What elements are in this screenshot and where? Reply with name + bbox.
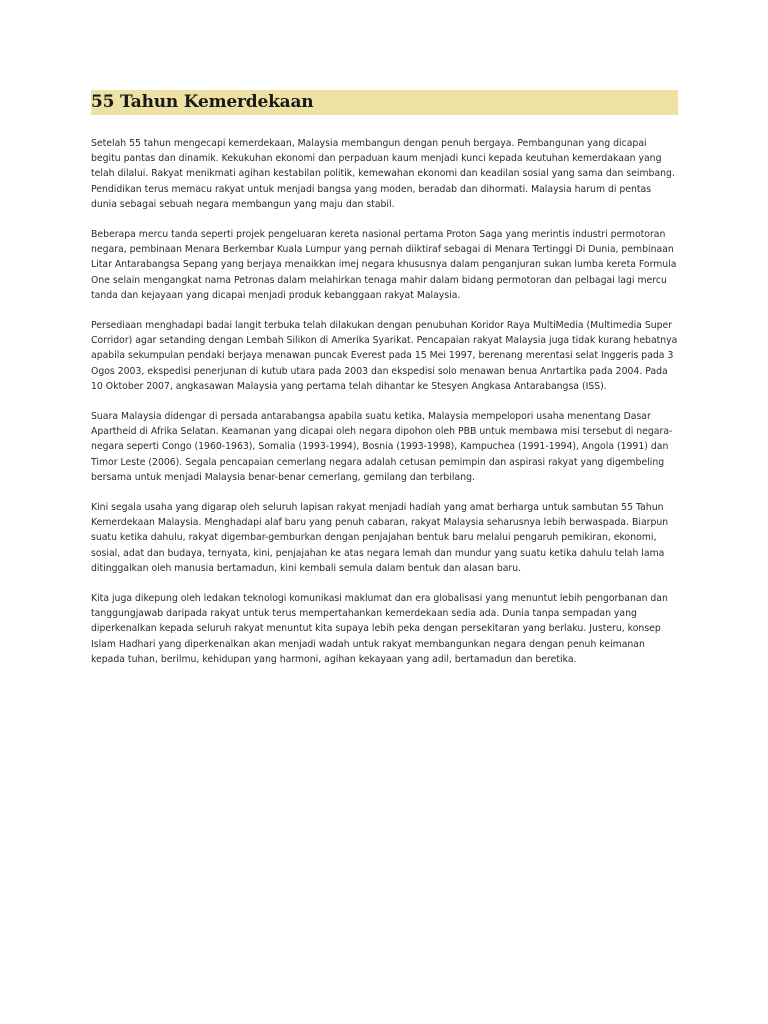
paragraph: Suara Malaysia didengar di persada antarabangsa apabila suatu ketika, Malaysia mempelopori usaha menentang Dasar Apartheid di Afrika Selatan. Keamanan yang dicapai oleh negara dipohon oleh PBB untuk membawa misi tersebut di negara-negara seperti Congo (1960-1963), Somalia (1993-1994), Bosnia (1993-1998), Kampuchea (1991-1994), Angola (1991) dan Timor Leste (2006). Segala pencapaian cemerlang negara adalah cetusan pemimpin dan aspirasi rakyat yang digembeling bersama untuk menjadi Malaysia benar-benar cemerlang, gemilang dan terbilang. [91,411,673,483]
paragraph: Persediaan menghadapi badai langit terbuka telah dilakukan dengan penubuhan Koridor Raya MultiMedia (Multimedia Super Corridor) agar setanding dengan Lembah Silikon di Amerika Syarikat. Pencapaian rakyat Malaysia juga tidak kurang hebatnya apabila sekumpulan pendaki berjaya menawan puncak Everest pada 15 Mei 1997, berenang merentasi selat Inggeris pada 3 Ogos 2003, ekspedisi penerjunan di kutub utara pada 2003 dan ekspedisi solo menawan benua Anrtartika pada 2004. Pada 10 Oktober 2007, angkasawan Malaysia yang pertama telah dihantar ke Stesyen Angkasa Antarabangsa (ISS). [91,320,678,392]
paragraph: Kita juga dikepung oleh ledakan teknologi komunikasi maklumat dan era globalisasi yang menuntut lebih pengorbanan dan tanggungjawab daripada rakyat untuk terus mempertahankan kemerdekaan sedia ada. Dunia tanpa sempadan yang diperkenalkan kepada seluruh rakyat menuntut kita supaya lebih peka dengan persekitaran yang berlaku. Justeru, konsep Islam Hadhari yang diperkenalkan akan menjadi wadah untuk rakyat membangunkan negara dengan penuh keimanan kepada tuhan, berilmu, kehidupan yang harmoni, agihan kekayaan yang adil, bertamadun dan beretika. [91,593,668,665]
paragraph: Setelah 55 tahun mengecapi kemerdekaan, Malaysia membangun dengan penuh bergaya. Pembangunan yang dicapai begitu pantas dan dinamik. Kekukuhan ekonomi dan perpaduan kaum menjadi kunci kepada keutuhan kemerdakaan yang telah dilalui. Rakyat menikmati agihan kestabilan politik, kemewahan ekonomi dan keadilan sosial yang sama dan seimbang. Pendidikan terus memacu rakyat untuk menjadi bangsa yang moden, beradab dan dihormati. Malaysia harum di pentas dunia sebagai sebuah negara membangun yang maju dan stabil. [91,138,675,210]
page-title: 55 Tahun Kemerdekaan [91,92,314,112]
document-page [91,90,678,682]
title-highlight-bar [91,90,678,115]
paragraph: Beberapa mercu tanda seperti projek pengeluaran kereta nasional pertama Proton Saga yang merintis industri permotoran negara, pembinaan Menara Berkembar Kuala Lumpur yang pernah diiktiraf sebagai di Menara Tertinggi Di Dunia, pembinaan Litar Antarabangsa Sepang yang berjaya menaikkan imej negara khususnya dalam penganjuran sukan lumba kereta Formula One selain mengangkat nama Petronas dalam melahirkan tenaga mahir dalam bidang permotoran dan pelbagai lagi mercu tanda dan kejayaan yang dicapai menjadi produk kebanggaan rakyat Malaysia. [91,229,677,301]
document-body [91,136,678,667]
paragraph: Kini segala usaha yang digarap oleh seluruh lapisan rakyat menjadi hadiah yang amat berharga untuk sambutan 55 Tahun Kemerdekaan Malaysia. Menghadapi alaf baru yang penuh cabaran, rakyat Malaysia seharusnya lebih berwaspada. Biarpun suatu ketika dahulu, rakyat digembar-gemburkan dengan penjajahan bentuk baru melalui pengaruh pemikiran, ekonomi, sosial, adat dan budaya, ternyata, kini, penjajahan ke atas negara lemah dan mundur yang suatu ketika dahulu telah lama ditinggalkan oleh manusia bertamadun, kini kembali semula dalam bentuk dan alasan baru. [91,502,669,574]
